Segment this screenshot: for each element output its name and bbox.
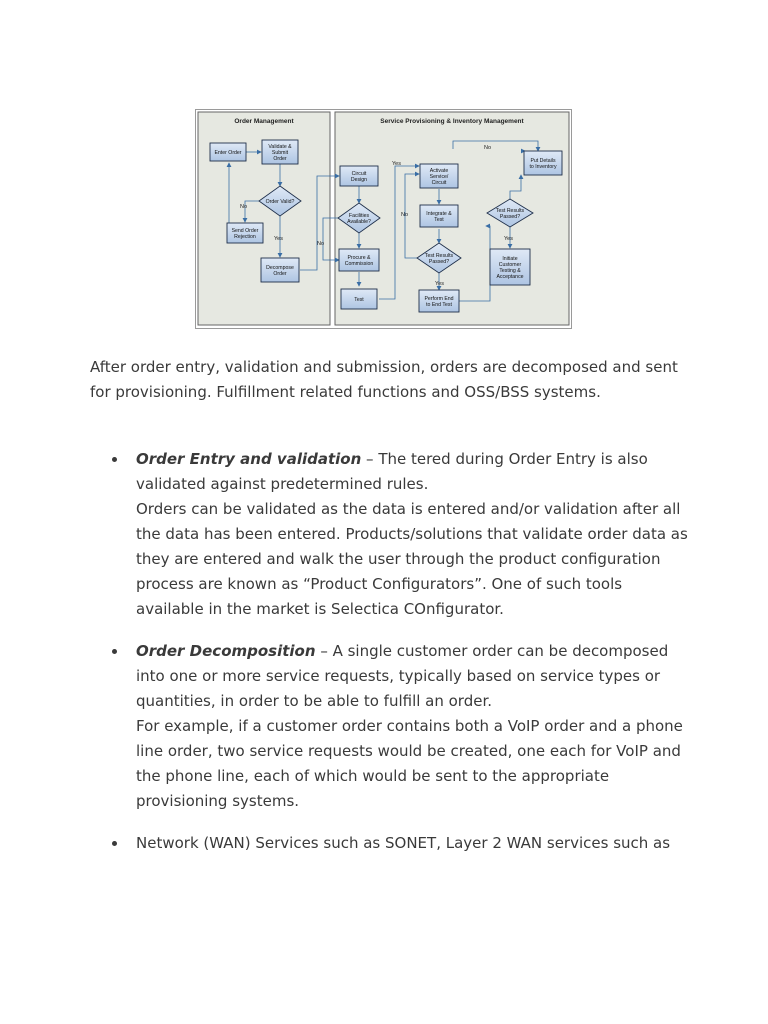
node-label: Put Details bbox=[530, 158, 556, 164]
node-label: Validate & bbox=[268, 144, 292, 150]
bullet-lead-text: – The tered during Order Entry is also validated against predetermined rules. bbox=[136, 450, 648, 493]
diagram-node-validate-submit bbox=[262, 140, 298, 164]
edge-label-yes-mid: Yes bbox=[435, 281, 444, 287]
bullet-dot bbox=[112, 841, 117, 846]
node-label: Submit bbox=[271, 150, 289, 156]
diagram-node-procure bbox=[339, 249, 379, 271]
order-flow-diagram-svg bbox=[195, 109, 572, 329]
bullet-lead-text: – A single customer order can be decomposed into one or more service requests, typically based on service types or quantities, in order to be able to fulfill an order. bbox=[136, 642, 669, 710]
node-label: Test Results bbox=[495, 208, 525, 214]
node-label: Acceptance bbox=[496, 274, 524, 280]
node-label: Commission bbox=[344, 261, 374, 267]
order-flow-diagram bbox=[195, 109, 572, 329]
node-label: Passed? bbox=[428, 259, 450, 265]
lane-right-title: Service Provisioning & Inventory Management bbox=[380, 118, 524, 125]
edge-label-no-mid: No bbox=[401, 212, 409, 218]
bullet-text: Network (WAN) Services such as SONET, Layer 2 WAN services such as bbox=[136, 834, 671, 852]
node-label: Test bbox=[434, 217, 444, 223]
bullet-detail: Orders can be validated as the data is entered and/or validation after all the data has been entered. Products/solutions that validate order data as they are entered and walk the user through the product configuration process are known as “Product Configurators”. One of such tools available in the market is Selectica COnfigurator. bbox=[136, 500, 688, 618]
edge-label-yes-right: Yes bbox=[504, 236, 513, 242]
list-item-order-entry bbox=[90, 447, 690, 622]
node-label: Enter Order bbox=[214, 150, 242, 156]
node-label: Activate bbox=[429, 168, 449, 174]
bullet-dot bbox=[112, 457, 117, 462]
list-item-order-decomposition bbox=[90, 639, 690, 814]
node-label: Procure & bbox=[347, 255, 371, 261]
node-label: Order Valid? bbox=[265, 199, 295, 205]
node-label: Testing & bbox=[499, 268, 521, 274]
diagram-node-test bbox=[341, 289, 377, 309]
diagram-node-initiate bbox=[490, 249, 530, 285]
node-label: Order bbox=[273, 156, 287, 162]
edge-label-yes-valid: Yes bbox=[274, 236, 283, 242]
node-label: Test Results bbox=[424, 253, 454, 259]
node-label: Facilities bbox=[348, 213, 370, 219]
node-label: Initiate bbox=[502, 256, 518, 262]
node-label: Service/ bbox=[429, 174, 449, 180]
edge-label-no-top: No bbox=[484, 145, 492, 151]
intro-paragraph: After order entry, validation and submission, orders are decomposed and sent for provisioning. Fulfillment related functions and OSS/BSS systems. bbox=[90, 358, 678, 401]
bullet-dot bbox=[112, 649, 117, 654]
bullet-lead bbox=[136, 639, 690, 714]
node-label: Passed? bbox=[499, 214, 521, 220]
node-label: to End Test bbox=[426, 302, 452, 308]
node-label: to Inventory bbox=[529, 164, 557, 170]
bullet-term: Order Entry and validation bbox=[136, 450, 362, 468]
diagram-node-decompose bbox=[261, 258, 299, 282]
node-label: Integrate & bbox=[426, 211, 452, 217]
edge-label-no-valid: No bbox=[240, 204, 248, 210]
node-label: Order bbox=[273, 271, 287, 277]
node-label: Design bbox=[350, 177, 368, 183]
node-label: Available? bbox=[347, 219, 371, 225]
diagram-node-enter-order bbox=[210, 143, 246, 161]
node-label: Customer bbox=[498, 262, 522, 268]
node-label: Send Order bbox=[231, 228, 259, 234]
diagram-node-perform-end bbox=[419, 290, 459, 312]
edge-label-yes-top: Yes bbox=[392, 161, 401, 167]
bullet-detail: For example, if a customer order contains both a VoIP order and a phone line order, two service requests would be created, one each for VoIP and the phone line, each of which would be sent to the appropriate provisioning systems. bbox=[136, 717, 683, 810]
list-item-network-services bbox=[90, 831, 690, 856]
lane-left-title: Order Management bbox=[234, 118, 294, 125]
diagram-node-put-details bbox=[524, 151, 562, 175]
node-label: Perform End bbox=[424, 296, 454, 302]
node-label: Circuit bbox=[431, 180, 447, 186]
diagram-node-circuit-design bbox=[340, 166, 378, 186]
bullet-term: Order Decomposition bbox=[136, 642, 316, 660]
node-label: Decompose bbox=[266, 265, 294, 271]
edge-label-no-facilities: No bbox=[317, 241, 325, 247]
node-label: Circuit bbox=[351, 171, 367, 177]
node-label: Test bbox=[354, 297, 364, 303]
node-label: Rejection bbox=[234, 234, 256, 240]
diagram-node-integrate bbox=[420, 205, 458, 227]
diagram-node-send-rejection bbox=[227, 223, 263, 243]
diagram-node-activate bbox=[420, 164, 458, 188]
bullet-list bbox=[90, 447, 690, 873]
bullet-lead bbox=[136, 447, 690, 497]
